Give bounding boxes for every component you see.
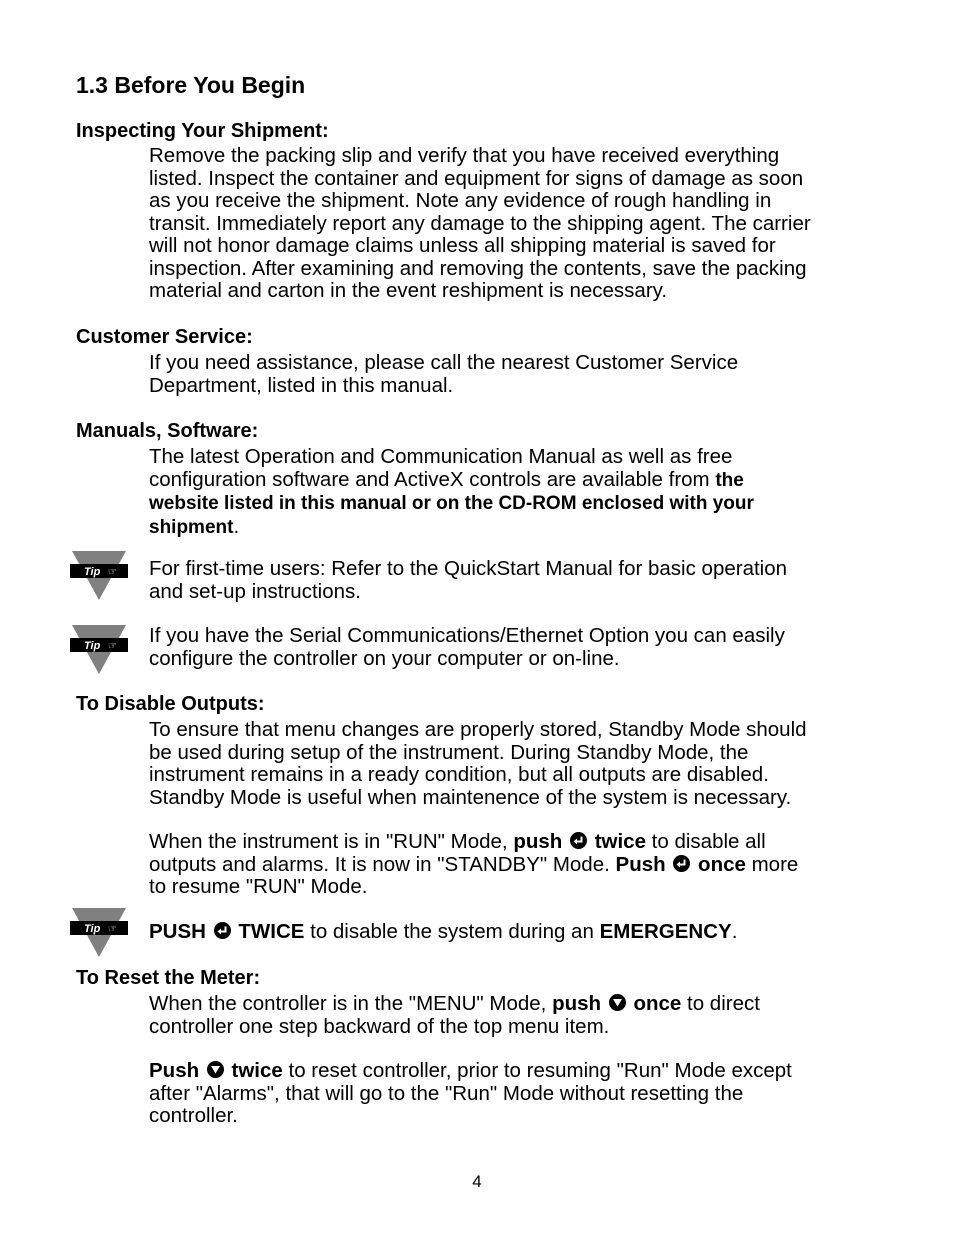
bold-text: push xyxy=(552,992,602,1015)
disable-outputs-instructions xyxy=(149,831,889,899)
manuals-body xyxy=(149,446,889,539)
bold-text: TWICE xyxy=(238,920,305,943)
text-run: . xyxy=(233,514,240,538)
customer-service-body xyxy=(149,352,889,397)
text-line xyxy=(149,492,889,516)
reset-meter-title: To Reset the Meter: xyxy=(76,967,261,989)
text-line: If you have the Serial Communications/Ethernet Option you can easily xyxy=(149,624,785,647)
tip-triangle-icon xyxy=(70,624,130,676)
pointing-hand-icon: ☞ xyxy=(108,641,117,652)
text-run: to reset controller, prior to resuming "Run" Mode except xyxy=(282,1059,792,1082)
tip-label: Tip xyxy=(84,640,101,652)
text-line: The latest Operation and Communication Manual as well as free xyxy=(149,445,733,468)
text-line xyxy=(149,1060,889,1083)
text-line: For first-time users: Refer to the QuickStart Manual for basic operation xyxy=(149,557,788,580)
text-line xyxy=(149,993,889,1016)
text-run: more xyxy=(745,852,799,876)
enter-key-icon xyxy=(570,832,587,849)
text-line xyxy=(149,469,889,493)
page-heading: 1.3 Before You Begin xyxy=(76,72,306,98)
tip-triangle-icon xyxy=(70,907,130,959)
bold-text: push xyxy=(513,830,563,853)
enter-key-icon xyxy=(214,922,231,939)
bold-text: once xyxy=(633,992,682,1015)
tip3-body xyxy=(149,921,889,944)
text-line: instrument remains in a ready condition, but all outputs are disabled. xyxy=(149,763,769,786)
text-line: Standby Mode is useful when maintenence of the system is necessary. xyxy=(149,785,792,809)
text-line: as you receive the shipment. Note any evidence of rough handling in xyxy=(149,189,772,212)
manuals-title: Manuals, Software: xyxy=(76,420,259,442)
text-run: to disable all xyxy=(645,830,766,853)
tip1-body xyxy=(149,558,889,603)
text-line: after "Alarms", that will go to the "Run" Mode without resetting the xyxy=(149,1081,744,1105)
bold-text: website listed in this manual or on the CD-ROM enclosed with your xyxy=(149,493,754,514)
text-line: will not honor damage claims unless all shipping material is saved for xyxy=(149,234,776,257)
text-run: configuration software and ActiveX controls are available from xyxy=(149,467,716,491)
text-run: When the instrument is in "RUN" Mode, xyxy=(149,830,514,853)
tip-label: Tip xyxy=(84,566,101,578)
text-line: be used during setup of the instrument. During Standby Mode, the xyxy=(149,740,749,764)
bold-text: the xyxy=(715,469,744,491)
inspecting-title: Inspecting Your Shipment: xyxy=(76,120,329,142)
tip-triangle-icon xyxy=(70,550,130,602)
text-line: inspection. After examining and removing the contents, save the packing xyxy=(149,256,807,280)
disable-outputs-body xyxy=(149,719,889,809)
text-line: and set-up instructions. xyxy=(149,579,361,603)
text-line: If you need assistance, please call the nearest Customer Service xyxy=(149,351,739,374)
text-line xyxy=(149,921,889,944)
tip-label: Tip xyxy=(84,923,101,935)
tip2-body xyxy=(149,625,889,670)
down-arrow-key-icon xyxy=(609,994,626,1011)
text-line: controller one step backward of the top menu item. xyxy=(149,1014,610,1038)
down-arrow-key-icon xyxy=(207,1061,224,1078)
text-run: outputs and alarms. It is now in "STANDBY" Mode. xyxy=(149,852,616,876)
customer-service-title: Customer Service: xyxy=(76,326,253,348)
page-number: 4 xyxy=(472,1172,482,1191)
text-run: to direct xyxy=(681,992,760,1015)
bold-text: Push xyxy=(149,1059,200,1082)
text-run: to disable the system during an xyxy=(304,920,600,943)
text-line xyxy=(149,854,889,877)
inspecting-body xyxy=(149,145,889,303)
text-line: to resume "RUN" Mode. xyxy=(149,875,368,898)
text-line: material and carton in the event reshipment is necessary. xyxy=(149,279,668,302)
bold-text: shipment xyxy=(149,516,234,538)
bold-text: EMERGENCY xyxy=(599,920,732,943)
pointing-hand-icon: ☞ xyxy=(108,924,117,935)
text-line: To ensure that menu changes are properly stored, Standby Mode should xyxy=(149,718,807,741)
disable-outputs-title: To Disable Outputs: xyxy=(76,693,265,715)
text-run: When the controller is in the "MENU" Mode, xyxy=(149,992,553,1015)
bold-text: Push xyxy=(615,852,666,876)
text-line: configure the controller on your computer or on-line. xyxy=(149,646,620,670)
bold-text: twice xyxy=(231,1059,283,1082)
bold-text: twice xyxy=(594,830,646,853)
enter-key-icon xyxy=(673,855,690,872)
text-line: listed. Inspect the container and equipment for signs of damage as soon xyxy=(149,166,804,190)
pointing-hand-icon: ☞ xyxy=(108,567,117,578)
text-line: Remove the packing slip and verify that you have received everything xyxy=(149,144,780,167)
text-line: controller. xyxy=(149,1104,238,1127)
text-line xyxy=(149,831,889,854)
bold-text: once xyxy=(698,852,746,876)
bold-text: PUSH xyxy=(149,920,206,943)
reset-meter-body xyxy=(149,993,889,1038)
text-line xyxy=(149,516,889,540)
text-line: Department, listed in this manual. xyxy=(149,373,454,397)
text-line: transit. Immediately report any damage to the shipping agent. The carrier xyxy=(149,211,811,235)
text-run: . xyxy=(731,920,738,943)
reset-meter-instructions xyxy=(149,1060,889,1128)
